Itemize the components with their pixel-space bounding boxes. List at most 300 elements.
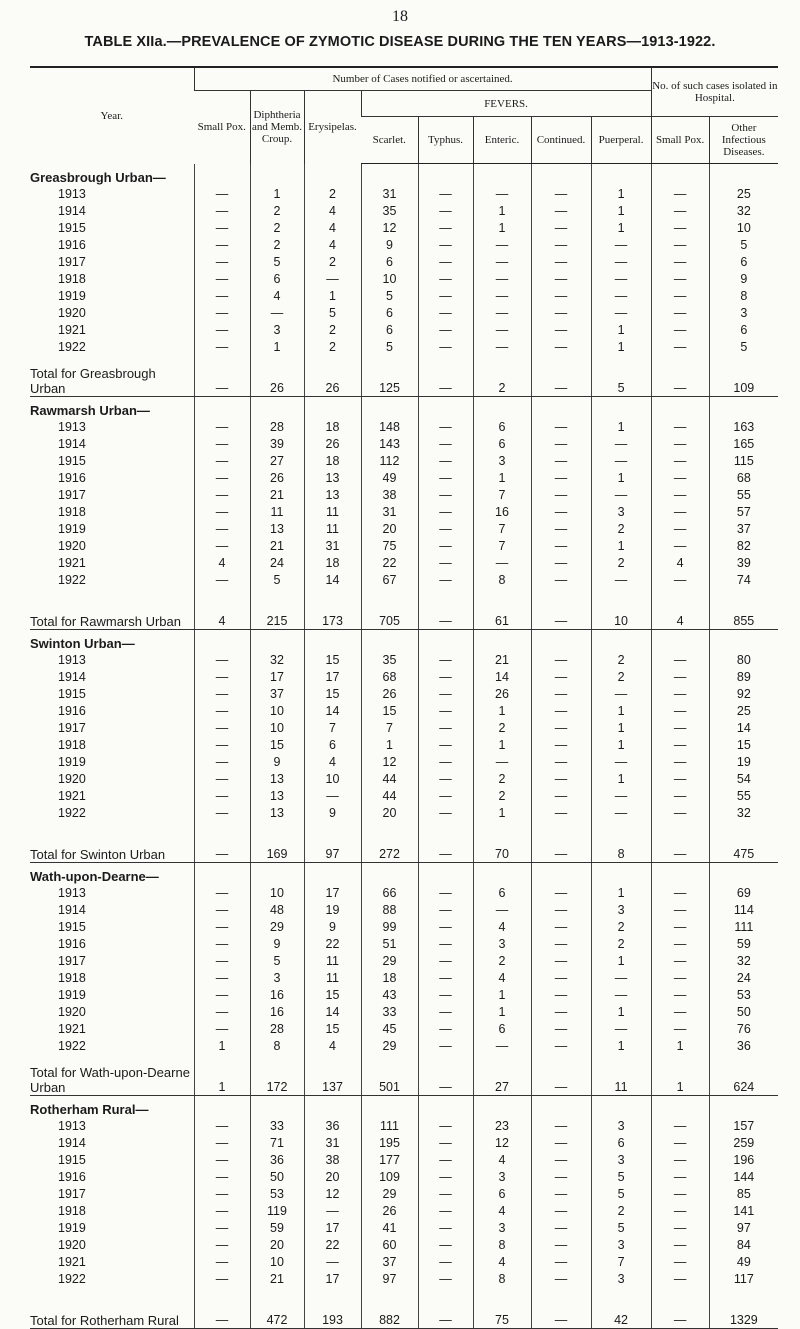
table-cell: 26: [361, 1203, 418, 1220]
table-cell: —: [651, 703, 709, 720]
section-name: Greasbrough Urban—: [30, 170, 166, 185]
table-row: [30, 1038, 778, 1055]
table-cell: —: [651, 305, 709, 322]
empty-cell: [531, 630, 591, 653]
table-cell: 1: [591, 1004, 651, 1021]
header-iso-small-pox: Small Pox.: [651, 117, 709, 164]
table-cell: —: [418, 1038, 473, 1055]
table-cell: 6: [709, 254, 778, 271]
table-cell: —: [194, 771, 250, 788]
table-cell: 76: [709, 1021, 778, 1038]
table-row: [30, 453, 778, 470]
row-year: 1915: [58, 1153, 86, 1167]
table-cell: 49: [361, 470, 418, 487]
table-row: [30, 652, 778, 669]
row-year: 1918: [58, 1204, 86, 1218]
table-cell: —: [418, 788, 473, 805]
total-label: Total for Swinton Urban: [30, 822, 194, 863]
total-cell: 27: [473, 1055, 531, 1096]
table-cell: 14: [304, 572, 361, 589]
table-cell: —: [651, 737, 709, 754]
empty-cell: [531, 1096, 591, 1119]
table-cell: 4: [304, 220, 361, 237]
table-cell: 3: [473, 1169, 531, 1186]
table-cell: 15: [709, 737, 778, 754]
table-cell: —: [531, 305, 591, 322]
table-cell: 1: [473, 703, 531, 720]
table-cell: —: [651, 953, 709, 970]
table-cell: 27: [250, 453, 304, 470]
row-year: 1921: [58, 1022, 86, 1036]
table-cell: —: [194, 487, 250, 504]
table-cell: 4: [473, 1203, 531, 1220]
table-cell: 53: [709, 987, 778, 1004]
table-cell: 15: [304, 686, 361, 703]
table-cell: 36: [250, 1152, 304, 1169]
table-cell: —: [651, 521, 709, 538]
empty-cell: [473, 863, 531, 886]
header-fevers: FEVERS.: [361, 91, 651, 117]
table-cell: —: [591, 788, 651, 805]
table-cell: 1: [591, 885, 651, 902]
empty-cell: [418, 164, 473, 187]
table-cell: —: [194, 754, 250, 771]
table-cell: 5: [591, 1169, 651, 1186]
total-cell: 624: [709, 1055, 778, 1096]
row-year: 1915: [58, 687, 86, 701]
total-cell: 501: [361, 1055, 418, 1096]
table-cell: 66: [361, 885, 418, 902]
table-cell: 36: [709, 1038, 778, 1055]
table-cell: 144: [709, 1169, 778, 1186]
table-cell: —: [418, 902, 473, 919]
table-cell: —: [418, 555, 473, 572]
table-cell: —: [531, 1186, 591, 1203]
table-cell: 10: [250, 720, 304, 737]
table-cell: 1: [591, 953, 651, 970]
total-cell: 109: [709, 356, 778, 397]
table-cell: 5: [250, 572, 304, 589]
table-cell: —: [194, 1271, 250, 1288]
table-row: [30, 436, 778, 453]
table-cell: 2: [250, 220, 304, 237]
table-cell: 2: [304, 339, 361, 356]
table-cell: 97: [709, 1220, 778, 1237]
table-cell: 1: [473, 987, 531, 1004]
table-row: [30, 970, 778, 987]
table-cell: —: [194, 1203, 250, 1220]
table-cell: —: [531, 970, 591, 987]
table-row: [30, 521, 778, 538]
table-cell: 2: [591, 521, 651, 538]
table-cell: —: [418, 1118, 473, 1135]
table-cell: 3: [591, 1271, 651, 1288]
table-cell: —: [651, 1118, 709, 1135]
section-name: Swinton Urban—: [30, 636, 135, 651]
table-cell: —: [531, 1203, 591, 1220]
table-cell: 48: [250, 902, 304, 919]
table-cell: —: [418, 936, 473, 953]
table-cell: 44: [361, 788, 418, 805]
table-cell: —: [591, 970, 651, 987]
table-cell: 2: [473, 953, 531, 970]
table-row: [30, 1004, 778, 1021]
table-cell: —: [651, 669, 709, 686]
row-year: 1914: [58, 437, 86, 451]
table-row: [30, 271, 778, 288]
table-cell: —: [531, 1038, 591, 1055]
empty-cell: [418, 397, 473, 420]
table-cell: 53: [250, 1186, 304, 1203]
table-cell: 31: [361, 504, 418, 521]
table-cell: 32: [709, 953, 778, 970]
total-cell: 70: [473, 822, 531, 863]
row-year: 1914: [58, 903, 86, 917]
row-year: 1919: [58, 1221, 86, 1235]
table-cell: 163: [709, 419, 778, 436]
empty-cell: [531, 397, 591, 420]
table-cell: 10: [709, 220, 778, 237]
row-year: 1917: [58, 488, 86, 502]
total-label: Total for Rotherham Rural: [30, 1288, 194, 1329]
empty-cell: [651, 630, 709, 653]
empty-cell: [194, 863, 250, 886]
empty-cell: [591, 1096, 651, 1119]
empty-cell: [418, 630, 473, 653]
table-cell: —: [194, 504, 250, 521]
table-cell: 14: [304, 703, 361, 720]
table-cell: 1: [591, 322, 651, 339]
table-cell: 109: [361, 1169, 418, 1186]
table-cell: 55: [709, 788, 778, 805]
table-cell: 17: [304, 669, 361, 686]
empty-cell: [651, 863, 709, 886]
table-cell: 1: [591, 771, 651, 788]
table-row: [30, 1220, 778, 1237]
table-cell: 1: [591, 419, 651, 436]
table-cell: 7: [473, 487, 531, 504]
table-cell: 165: [709, 436, 778, 453]
row-year: 1914: [58, 204, 86, 218]
table-cell: 8: [473, 1237, 531, 1254]
table-cell: 3: [473, 936, 531, 953]
empty-cell: [531, 863, 591, 886]
table-cell: 80: [709, 652, 778, 669]
table-cell: —: [418, 572, 473, 589]
table-cell: 50: [250, 1169, 304, 1186]
table-row: [30, 754, 778, 771]
table-cell: —: [651, 237, 709, 254]
table-cell: —: [418, 953, 473, 970]
table-cell: 112: [361, 453, 418, 470]
empty-cell: [304, 863, 361, 886]
table-cell: —: [194, 538, 250, 555]
table-cell: 33: [250, 1118, 304, 1135]
table-cell: —: [531, 1021, 591, 1038]
table-cell: 1: [651, 1038, 709, 1055]
table-cell: 28: [250, 1021, 304, 1038]
table-cell: —: [591, 1021, 651, 1038]
table-cell: 3: [591, 902, 651, 919]
table-cell: 3: [709, 305, 778, 322]
table-cell: —: [418, 1004, 473, 1021]
table-cell: 54: [709, 771, 778, 788]
table-cell: —: [531, 885, 591, 902]
table-cell: —: [418, 1021, 473, 1038]
table-cell: —: [531, 737, 591, 754]
table-cell: —: [473, 305, 531, 322]
table-cell: —: [531, 419, 591, 436]
total-cell: 472: [250, 1288, 304, 1329]
table-cell: 24: [709, 970, 778, 987]
table-cell: —: [194, 203, 250, 220]
row-year: 1917: [58, 954, 86, 968]
table-cell: —: [418, 538, 473, 555]
table-cell: —: [473, 288, 531, 305]
table-cell: 97: [361, 1271, 418, 1288]
table-cell: 37: [250, 686, 304, 703]
empty-cell: [194, 630, 250, 653]
row-year: 1920: [58, 1238, 86, 1252]
section-name: Rawmarsh Urban—: [30, 403, 150, 418]
table-cell: —: [418, 885, 473, 902]
table-cell: —: [304, 1203, 361, 1220]
table-row: [30, 720, 778, 737]
table-cell: —: [473, 322, 531, 339]
section-heading-row: [30, 863, 778, 886]
table-cell: —: [418, 203, 473, 220]
table-cell: —: [531, 1254, 591, 1271]
table-cell: 2: [591, 919, 651, 936]
total-cell: 169: [250, 822, 304, 863]
table-cell: —: [194, 1118, 250, 1135]
table-row: [30, 703, 778, 720]
table-cell: 3: [250, 970, 304, 987]
table-cell: —: [418, 669, 473, 686]
table-cell: —: [194, 220, 250, 237]
table-cell: —: [531, 288, 591, 305]
table-cell: 6: [473, 885, 531, 902]
table-cell: 59: [250, 1220, 304, 1237]
table-cell: —: [418, 186, 473, 203]
table-cell: 117: [709, 1271, 778, 1288]
table-cell: —: [194, 1135, 250, 1152]
table-cell: —: [473, 186, 531, 203]
table-cell: —: [418, 470, 473, 487]
table-cell: 28: [250, 419, 304, 436]
table-cell: 51: [361, 936, 418, 953]
table-cell: 4: [473, 1254, 531, 1271]
total-cell: 137: [304, 1055, 361, 1096]
empty-cell: [709, 630, 778, 653]
empty-cell: [418, 863, 473, 886]
total-cell: —: [418, 356, 473, 397]
row-year: 1918: [58, 505, 86, 519]
table-cell: 3: [591, 1237, 651, 1254]
header-continued: Continued.: [531, 117, 591, 164]
table-cell: —: [531, 771, 591, 788]
table-cell: 26: [361, 686, 418, 703]
table-cell: 3: [473, 1220, 531, 1237]
table-cell: 6: [591, 1135, 651, 1152]
table-cell: —: [194, 186, 250, 203]
total-cell: 26: [250, 356, 304, 397]
table-cell: —: [531, 919, 591, 936]
table-cell: 9: [361, 237, 418, 254]
table-cell: —: [194, 788, 250, 805]
table-cell: 74: [709, 572, 778, 589]
empty-cell: [361, 1096, 418, 1119]
table-cell: 17: [304, 885, 361, 902]
table-cell: —: [418, 305, 473, 322]
table-cell: 16: [250, 1004, 304, 1021]
table-cell: —: [418, 1152, 473, 1169]
table-cell: 18: [361, 970, 418, 987]
empty-cell: [361, 164, 418, 187]
total-cell: —: [194, 356, 250, 397]
table-cell: 29: [250, 919, 304, 936]
table-cell: 14: [473, 669, 531, 686]
header-isolated-group: No. of such cases isolated in Hospital.: [651, 67, 778, 117]
table-cell: 33: [361, 1004, 418, 1021]
table-cell: 19: [304, 902, 361, 919]
table-cell: 1: [473, 805, 531, 822]
table-cell: 4: [473, 1152, 531, 1169]
table-cell: —: [651, 1021, 709, 1038]
row-year: 1919: [58, 289, 86, 303]
table-cell: —: [418, 1186, 473, 1203]
empty-cell: [709, 1096, 778, 1119]
table-cell: 1: [473, 203, 531, 220]
table-cell: —: [531, 237, 591, 254]
table-cell: 32: [709, 203, 778, 220]
table-cell: 15: [250, 737, 304, 754]
table-row: [30, 953, 778, 970]
table-cell: —: [651, 322, 709, 339]
row-year: 1921: [58, 1255, 86, 1269]
table-cell: —: [194, 419, 250, 436]
total-cell: 26: [304, 356, 361, 397]
table-cell: —: [651, 572, 709, 589]
table-cell: 32: [709, 805, 778, 822]
empty-cell: [361, 863, 418, 886]
table-cell: —: [194, 1254, 250, 1271]
table-cell: 92: [709, 686, 778, 703]
table-row: [30, 936, 778, 953]
table-cell: 2: [591, 1203, 651, 1220]
row-year: 1913: [58, 886, 86, 900]
table-cell: —: [418, 419, 473, 436]
total-cell: —: [418, 822, 473, 863]
table-cell: —: [651, 419, 709, 436]
table-cell: —: [194, 322, 250, 339]
table-row: [30, 470, 778, 487]
table-cell: —: [473, 555, 531, 572]
table-cell: —: [651, 254, 709, 271]
table-cell: 18: [304, 555, 361, 572]
table-cell: 1: [591, 720, 651, 737]
table-cell: —: [651, 805, 709, 822]
total-cell: —: [651, 356, 709, 397]
row-year: 1913: [58, 653, 86, 667]
table-cell: 69: [709, 885, 778, 902]
table-cell: 9: [250, 936, 304, 953]
table-cell: 10: [304, 771, 361, 788]
table-cell: —: [418, 919, 473, 936]
table-cell: —: [531, 220, 591, 237]
row-year: 1920: [58, 772, 86, 786]
table-row: [30, 902, 778, 919]
table-cell: 7: [591, 1254, 651, 1271]
table-cell: 1: [591, 703, 651, 720]
total-cell: 42: [591, 1288, 651, 1329]
total-label: Total for Rawmarsh Urban: [30, 589, 194, 630]
table-cell: 26: [473, 686, 531, 703]
table-cell: —: [651, 186, 709, 203]
table-cell: —: [418, 220, 473, 237]
total-cell: —: [418, 1288, 473, 1329]
table-row: [30, 538, 778, 555]
table-row: [30, 1152, 778, 1169]
table-cell: 43: [361, 987, 418, 1004]
table-cell: 4: [304, 754, 361, 771]
table-cell: 84: [709, 1237, 778, 1254]
table-cell: —: [418, 737, 473, 754]
table-cell: —: [531, 254, 591, 271]
table-cell: 50: [709, 1004, 778, 1021]
row-year: 1917: [58, 255, 86, 269]
table-cell: 7: [473, 521, 531, 538]
row-year: 1922: [58, 340, 86, 354]
total-cell: 97: [304, 822, 361, 863]
table-cell: 5: [250, 254, 304, 271]
empty-cell: [531, 164, 591, 187]
table-cell: —: [194, 1004, 250, 1021]
table-cell: 18: [304, 453, 361, 470]
row-year: 1916: [58, 471, 86, 485]
empty-cell: [651, 1096, 709, 1119]
table-cell: —: [651, 1220, 709, 1237]
table-cell: —: [418, 288, 473, 305]
table-cell: 4: [194, 555, 250, 572]
header-erysipelas: Erysipelas.: [304, 91, 361, 164]
table-cell: 22: [361, 555, 418, 572]
table-cell: 1: [473, 1004, 531, 1021]
table-cell: —: [194, 936, 250, 953]
table-row: [30, 1254, 778, 1271]
table-cell: 17: [304, 1271, 361, 1288]
total-cell: —: [194, 1288, 250, 1329]
total-cell: 705: [361, 589, 418, 630]
table-cell: —: [304, 271, 361, 288]
empty-cell: [473, 1096, 531, 1119]
table-cell: 13: [250, 788, 304, 805]
row-year: 1916: [58, 704, 86, 718]
row-year: 1914: [58, 670, 86, 684]
empty-cell: [418, 1096, 473, 1119]
table-cell: —: [651, 220, 709, 237]
table-cell: —: [531, 572, 591, 589]
table-cell: 57: [709, 504, 778, 521]
table-row: [30, 919, 778, 936]
table-cell: —: [194, 521, 250, 538]
table-row: [30, 322, 778, 339]
header-enteric: Enteric.: [473, 117, 531, 164]
table-cell: —: [194, 720, 250, 737]
table-cell: —: [473, 237, 531, 254]
table-cell: —: [418, 754, 473, 771]
table-cell: 10: [250, 885, 304, 902]
